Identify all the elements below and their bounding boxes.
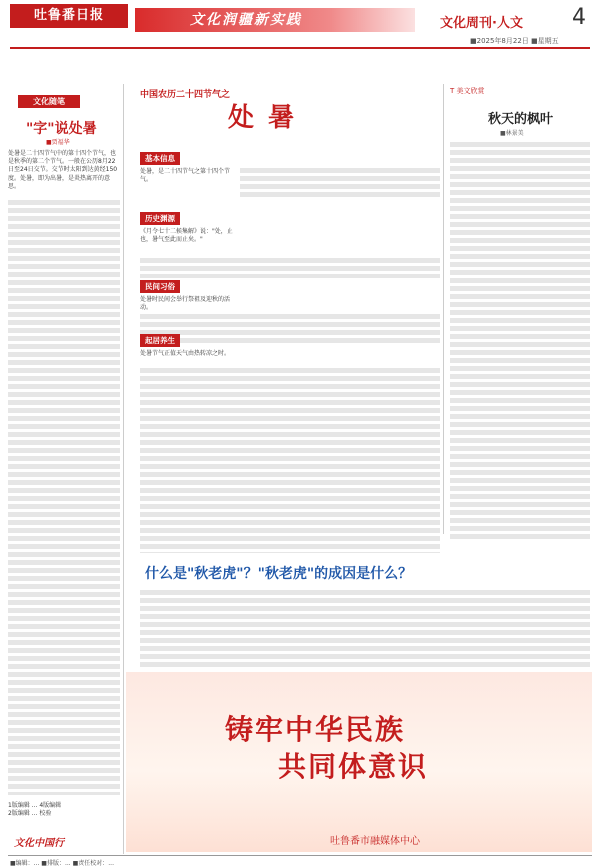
poster-line1: 铸牢中华民族: [225, 713, 406, 746]
page-number: 4: [572, 5, 586, 30]
credit-line: 2版编辑 ... 校验: [8, 810, 52, 817]
article-headline: 处暑: [228, 103, 309, 133]
section-text-block: [140, 258, 440, 278]
section-heading: 民间习俗: [140, 280, 180, 293]
left-article-text-block: [8, 200, 120, 795]
editor-credits: [8, 802, 120, 818]
column-divider: [123, 84, 124, 854]
banner-title: 文化润疆新实践: [190, 12, 302, 28]
poster-line2: 共同体意识: [278, 750, 429, 783]
newspaper-brand: 吐鲁番日报: [10, 4, 128, 28]
footer-rule: [8, 855, 592, 856]
bottom-article-text-block: [140, 590, 590, 668]
dateline: ■2025年8月22日 ■星期五: [470, 37, 559, 45]
footer: ■编辑：... ■排版：... ■责任校对：...: [10, 860, 114, 867]
bottom-article-title: 什么是"秋老虎"？"秋老虎"的成因是什么？: [145, 566, 413, 582]
section-text-block: [140, 314, 440, 344]
poster-subtitle: 吐鲁番市融媒体中心: [330, 836, 420, 847]
credit-line: 1版编辑 ... 4版编辑: [8, 802, 62, 809]
article-kicker: 中国农历二十四节气之: [140, 90, 231, 100]
section-text: 处暑时民间会举行祭祖及迎秋的活动。: [140, 296, 231, 312]
left-article-body: 处暑是二十四节气中的第十四个节气，也是秋季的第二个节气。一般在公历8月22日至24日交节。交节时太阳到达黄经150度。处暑，即为出暑，是炎热离开的意思。: [8, 150, 118, 190]
section-text: 处暑节气正值天气由热转凉之时。: [140, 350, 231, 357]
column-stamp: 文化中国行: [14, 838, 64, 849]
section-text: 《月令七十二候集解》说："处，止也，暑气至此而止矣。": [140, 228, 233, 244]
section-heading: 基本信息: [140, 152, 180, 165]
section-title: 文化周刊·人文: [440, 16, 523, 31]
right-article-author: ■林景美: [500, 130, 524, 137]
right-column-tag: T 美文欣赏: [450, 87, 485, 95]
section-text-block: [240, 168, 440, 200]
column-label: 文化随笔: [18, 95, 80, 108]
left-article-author: ■贾福华: [46, 139, 70, 146]
left-article-title: "字"说处暑: [26, 121, 97, 137]
column-divider: [443, 84, 444, 534]
right-article-text-block: [450, 142, 590, 542]
right-article-title: 秋天的枫叶: [488, 112, 554, 127]
masthead-rule: [10, 47, 590, 49]
section-text-block: [140, 368, 440, 553]
section-heading: 起居养生: [140, 334, 180, 347]
section-heading: 历史渊源: [140, 212, 180, 225]
section-text: 处暑，是二十四节气之第十四个节气。: [140, 168, 231, 184]
